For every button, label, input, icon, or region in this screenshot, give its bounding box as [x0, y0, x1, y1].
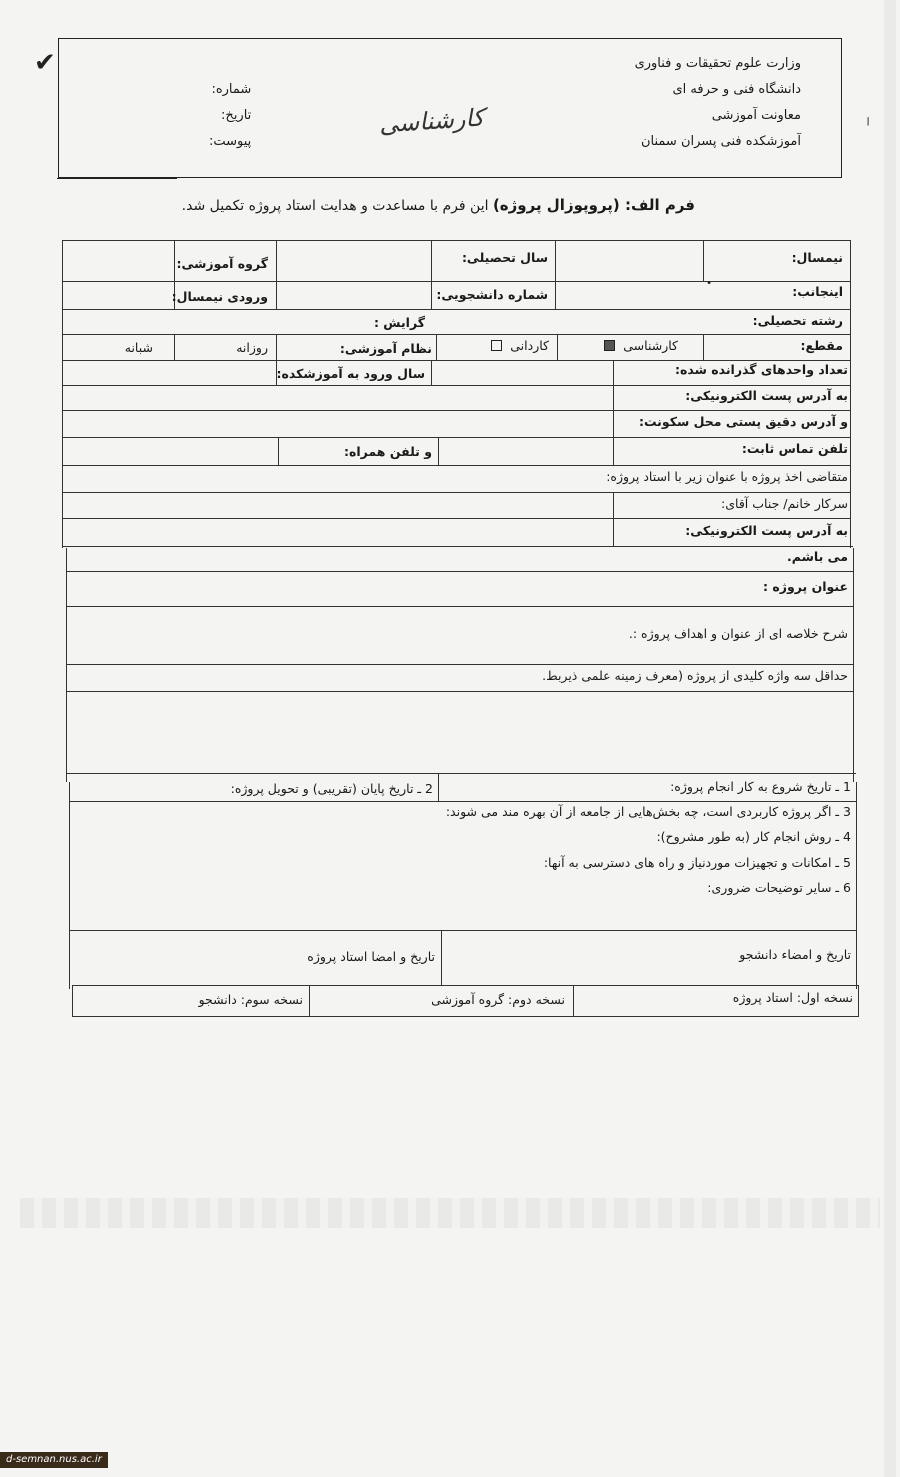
- supervisor-label: سرکار خانم/ جناب آقای:: [721, 496, 848, 511]
- associate-checkbox[interactable]: [491, 340, 502, 351]
- end-date-label: 2 ـ تاریخ پایان (تقریبی) و تحویل پروژه:: [230, 781, 433, 796]
- ref-attachment: پیوست:: [209, 134, 252, 149]
- scan-artifact-band: [20, 1198, 880, 1228]
- units-passed-label: تعداد واحدهای گذرانده شده:: [675, 362, 848, 377]
- copy-third: نسخه سوم: دانشجو: [198, 992, 303, 1007]
- scan-edge: [884, 0, 896, 1477]
- major-label: رشته تحصیلی:: [752, 313, 843, 328]
- ref-number: شماره:: [211, 82, 252, 97]
- table-border-right: [850, 240, 851, 548]
- keywords-label: حداقل سه واژه کلیدی از پروژه (معرف زمینه علمی ذیربط.: [542, 668, 848, 683]
- academic-year-label: سال تحصیلی:: [461, 250, 548, 265]
- handwritten-note: کارشناسی: [378, 103, 485, 139]
- bachelor-checkbox[interactable]: [604, 340, 615, 351]
- row-line: [62, 465, 850, 466]
- ref-date: تاریخ:: [221, 108, 252, 123]
- item4-label: 4 ـ روش انجام کار (به طور مشروح):: [656, 829, 851, 844]
- project-title-label: عنوان پروژه :: [763, 579, 848, 594]
- supervisor-signature-label: تاریخ و امضا استاد پروژه: [307, 949, 435, 964]
- address-label: و آدرس دقیق پستی محل سکونت:: [638, 414, 848, 429]
- cell-divider: [613, 492, 614, 546]
- cell-divider: [613, 360, 614, 465]
- cell-divider: [703, 334, 704, 360]
- row-line: [62, 410, 850, 411]
- cell-divider: [174, 334, 175, 360]
- row-line: [66, 606, 853, 607]
- form-title-rest: این فرم با مساعدت و هدایت استاد پروژه تکمیل شد.: [181, 198, 489, 214]
- cell-divider: [438, 437, 439, 465]
- letterhead-box: [58, 38, 842, 178]
- item5-label: 5 ـ امکانات و تجهیزات موردنیاز و راه های دسترسی به آنها:: [543, 855, 851, 870]
- undersigned-label: اینجانب:: [792, 284, 843, 299]
- table-border-left-bottom: [69, 782, 70, 989]
- org-deputy: معاونت آموزشی: [711, 108, 801, 123]
- row-line: [62, 546, 853, 547]
- entry-year-label: سال ورود به آموزشکده:: [276, 366, 425, 381]
- edu-system-label: نظام آموزشی:: [339, 341, 432, 356]
- row-line: [69, 930, 856, 931]
- am-label: می باشم.: [787, 549, 848, 564]
- row-line: [62, 360, 850, 361]
- row-line: [62, 281, 850, 282]
- row-line: [62, 309, 850, 310]
- row-line: [62, 334, 850, 335]
- table-border-left-copies: [72, 985, 73, 1017]
- cell-divider: [441, 930, 442, 985]
- row-line: [62, 385, 850, 386]
- landline-label: تلفن تماس ثابت:: [741, 441, 848, 456]
- table-border-right-lower: [853, 548, 854, 782]
- cell-divider: [703, 240, 704, 281]
- form-title: [182, 196, 695, 214]
- supervisor-email-label: به آدرس پست الکترونیکی:: [685, 523, 848, 538]
- cell-divider: [431, 240, 432, 309]
- source-watermark: d-semnan.nus.ac.ir: [0, 1452, 108, 1468]
- start-date-label: 1 ـ تاریخ شروع به کار انجام پروژه:: [670, 779, 851, 794]
- summary-label: شرح خلاصه ای از عنوان و اهداف پروژه :.: [628, 626, 848, 641]
- associate-option[interactable]: [487, 338, 549, 353]
- form-title-bold: فرم الف: (پروپوزال پروژه): [492, 196, 695, 214]
- cell-divider: [431, 360, 432, 385]
- row-line: [62, 518, 850, 519]
- row-line: [66, 664, 853, 665]
- daytime-option[interactable]: روزانه: [236, 340, 268, 355]
- copy-first: نسخه اول: استاد پروژه: [732, 990, 853, 1005]
- row-line: [62, 492, 850, 493]
- bachelor-option[interactable]: [600, 338, 678, 353]
- level-label: مقطع:: [800, 338, 843, 353]
- reference-fields: [209, 77, 251, 155]
- row-line: [66, 773, 856, 774]
- cell-divider: [278, 437, 279, 465]
- cell-divider: [438, 773, 439, 801]
- table-border-right-bottom: [856, 782, 857, 989]
- table-border-left: [62, 240, 63, 548]
- row-line: [62, 437, 850, 438]
- bachelor-label: کارشناسی: [623, 338, 678, 353]
- cell-divider: [436, 334, 437, 360]
- row-line: [66, 571, 853, 572]
- row-line: [72, 985, 858, 986]
- copy-second: نسخه دوم: گروه آموزشی: [431, 992, 565, 1007]
- org-college: آموزشکده فنی پسران سمنان: [640, 134, 801, 149]
- associate-label: کاردانی: [510, 338, 549, 353]
- evening-option[interactable]: شبانه: [124, 340, 153, 355]
- request-label: متقاضی اخذ پروژه با عنوان زیر با استاد پروژه:: [606, 469, 848, 484]
- semester-label: نیمسال:: [791, 250, 843, 265]
- cell-divider: [555, 240, 556, 309]
- cell-divider: [557, 334, 558, 360]
- table-border-left-lower: [66, 548, 67, 782]
- student-signature-label: تاریخ و امضاء دانشجو: [739, 947, 851, 962]
- mobile-label: و تلفن همراه:: [343, 444, 432, 459]
- cell-divider: [309, 985, 310, 1016]
- item6-label: 6 ـ سایر توضیحات ضروری:: [707, 880, 851, 895]
- undersigned-mark: •: [706, 278, 712, 289]
- cell-divider: [573, 985, 574, 1016]
- cell-divider: [276, 240, 277, 309]
- org-university: دانشگاه فنی و حرفه ای: [672, 82, 801, 97]
- org-ministry: وزارت علوم تحقیقات و فناوری: [634, 56, 801, 71]
- edu-group-label: گروه آموزشی:: [176, 256, 268, 271]
- item3-label: 3 ـ اگر پروژه کاربردی است، چه بخش‌هایی از جامعه از آن بهره مند می شوند:: [445, 804, 851, 819]
- specialization-label: گرایش :: [373, 315, 425, 330]
- organization-lines: [635, 51, 801, 155]
- table-border-right-copies: [858, 985, 859, 1017]
- student-number-label: شماره دانشجویی:: [436, 287, 548, 302]
- entry-semester-label: ورودی نیمسال:: [171, 289, 268, 304]
- corner-check-icon: ✔: [34, 48, 56, 78]
- row-line: [72, 1016, 858, 1017]
- row-line: [69, 801, 856, 802]
- row-line: [66, 691, 853, 692]
- row-line: [62, 240, 850, 241]
- margin-tick-icon: ╷: [864, 110, 873, 126]
- email-label: به آدرس پست الکترونیکی:: [685, 388, 848, 403]
